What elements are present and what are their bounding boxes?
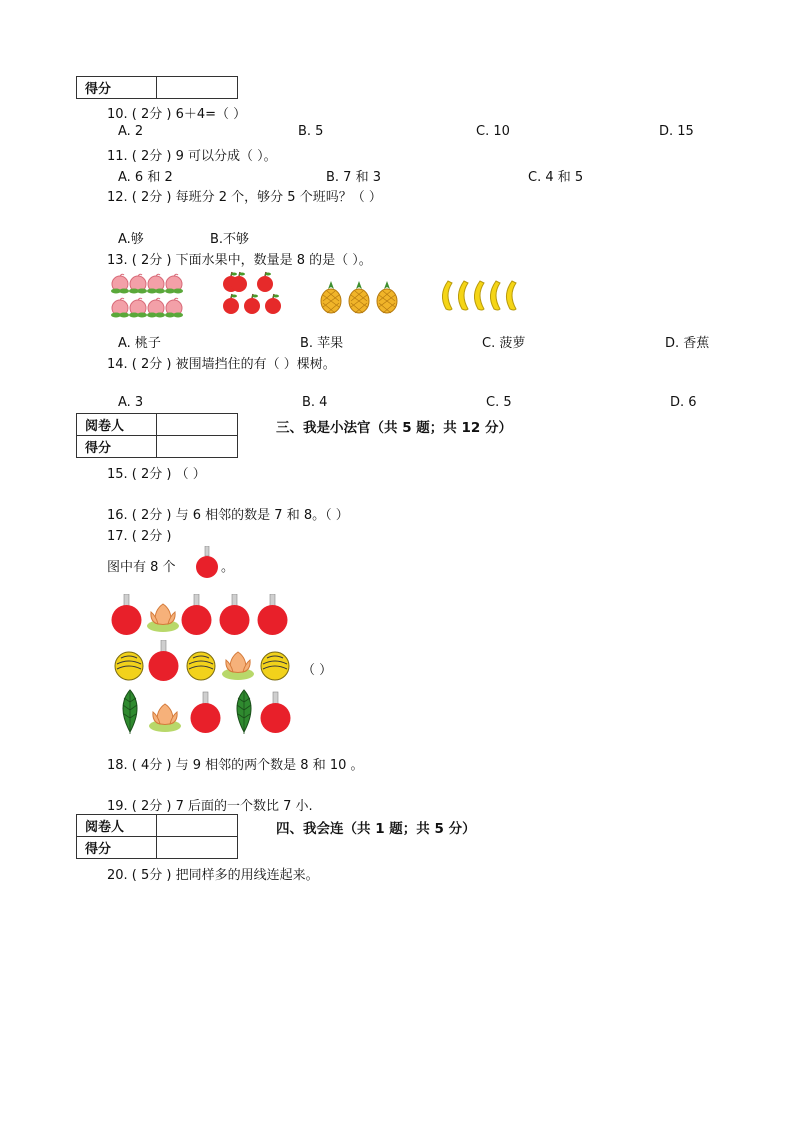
question-12: 12. ( 2分 ) 每班分 2 个，够分 5 个班吗？（ ）	[107, 190, 382, 205]
score-box-top	[76, 76, 238, 99]
q10-option-c[interactable]: C. 10	[476, 124, 510, 139]
q14-option-c[interactable]: C. 5	[486, 395, 512, 410]
question-15: 15. ( 2分 ) （ ）	[107, 467, 206, 482]
question-13: 13. ( 2分 ) 下面水果中，数量是 8 的是（ ）。	[107, 253, 372, 268]
question-14: 14. ( 2分 ) 被围墙挡住的有（ ）棵树。	[107, 357, 336, 372]
score-label: 得分	[77, 436, 157, 458]
q13-option-a[interactable]: A. 桃子	[118, 336, 161, 351]
pineapple-group	[318, 279, 402, 321]
banana-group	[436, 279, 524, 313]
q17-statement-suffix: 。	[221, 560, 235, 575]
paddle-icon	[194, 546, 220, 580]
question-19: 19. ( 2分 ) 7 后面的一个数比 7 小.	[107, 799, 313, 814]
q12-option-b[interactable]: B.不够	[210, 232, 250, 247]
reviewer-value[interactable]	[157, 815, 238, 837]
question-10: 10. ( 2分 ) 6＋4=（ ）	[107, 107, 247, 122]
q17-row-3	[114, 688, 294, 738]
score-box-section-3	[76, 413, 238, 458]
q13-option-c[interactable]: C. 菠萝	[482, 336, 526, 351]
score-value[interactable]	[157, 837, 238, 859]
question-16: 16. ( 2分 ) 与 6 相邻的数是 7 和 8。（ ）	[107, 508, 349, 523]
score-value[interactable]	[157, 436, 238, 458]
score-label: 得分	[77, 77, 157, 99]
q17-row-2	[113, 640, 293, 686]
question-11: 11. ( 2分 ) 9 可以分成（ ）。	[107, 149, 277, 164]
apple-group	[222, 271, 284, 319]
q13-option-d[interactable]: D. 香蕉	[665, 336, 710, 351]
reviewer-label: 阅卷人	[77, 815, 157, 837]
q13-option-b[interactable]: B. 苹果	[300, 336, 344, 351]
score-box-section-4	[76, 814, 238, 859]
score-label: 得分	[77, 837, 157, 859]
question-18: 18. ( 4分 ) 与 9 相邻的两个数是 8 和 10 。	[107, 758, 364, 773]
q12-option-a[interactable]: A.够	[118, 232, 144, 247]
q14-option-a[interactable]: A. 3	[118, 395, 144, 410]
q11-option-b[interactable]: B. 7 和 3	[326, 170, 381, 185]
question-17: 17. ( 2分 )	[107, 529, 172, 544]
q17-answer-paren[interactable]: （ ）	[302, 663, 333, 678]
reviewer-value[interactable]	[157, 414, 238, 436]
q17-row-1	[111, 594, 291, 638]
q10-option-b[interactable]: B. 5	[298, 124, 324, 139]
reviewer-label: 阅卷人	[77, 414, 157, 436]
score-value[interactable]	[157, 77, 238, 99]
q17-statement-prefix: 图中有 8 个	[107, 560, 176, 575]
q14-option-b[interactable]: B. 4	[302, 395, 328, 410]
q11-option-a[interactable]: A. 6 和 2	[118, 170, 173, 185]
q11-option-c[interactable]: C. 4 和 5	[528, 170, 584, 185]
section-4-title: 四、我会连（共 1 题；共 5 分）	[276, 821, 476, 837]
q10-option-a[interactable]: A. 2	[118, 124, 144, 139]
section-3-title: 三、我是小法官（共 5 题；共 12 分）	[276, 420, 512, 436]
peach-group	[111, 271, 185, 319]
q10-option-d[interactable]: D. 15	[659, 124, 694, 139]
q14-option-d[interactable]: D. 6	[670, 395, 697, 410]
question-20: 20. ( 5分 ) 把同样多的用线连起来。	[107, 868, 319, 883]
